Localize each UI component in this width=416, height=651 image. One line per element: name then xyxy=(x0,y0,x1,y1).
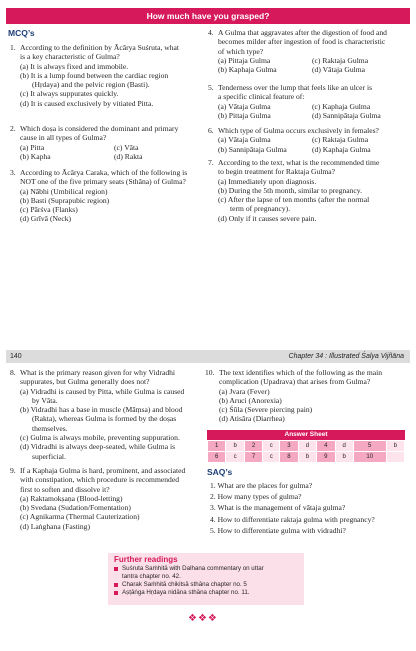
option-d: (d) Sannipātaja Gulma xyxy=(312,110,381,120)
answer-cell: b xyxy=(386,441,404,452)
option-a: (a) Nābhi (Umbilical region) xyxy=(20,186,108,196)
section-banner: How much have you grasped? xyxy=(6,8,410,24)
question-text: first to soften and dissolve it? xyxy=(20,484,110,494)
answer-row xyxy=(208,441,405,452)
option-d: (d) Grīvā (Neck) xyxy=(20,214,72,224)
option-d: (d) Laṅghana (Fasting) xyxy=(20,521,91,531)
question-text: a specific clinical feature of: xyxy=(218,92,305,102)
question-number: 4. xyxy=(208,28,214,37)
question-text: is a key characteristic of Gulma? xyxy=(20,52,120,62)
question-number: 3. xyxy=(10,168,16,177)
answer-number: 9 xyxy=(317,452,335,463)
option-c: (c) Agnikarma (Thermal Cauterization) xyxy=(20,512,140,522)
bullet-icon xyxy=(114,567,118,571)
saq-item: 5. How to differentiate gulma with vidradhi? xyxy=(210,525,346,535)
question-6 xyxy=(208,126,413,154)
question-5 xyxy=(208,83,413,120)
question-8 xyxy=(10,368,206,461)
option-d: (d) It is caused exclusively by vitiated Pitta. xyxy=(20,98,154,108)
reading-item xyxy=(114,589,298,597)
question-4 xyxy=(208,28,413,74)
question-text: A Gulma that aggravates after the digestion of food and xyxy=(218,28,387,37)
option-b: (b) It is a lump found between the cardiac region xyxy=(20,70,169,80)
question-3 xyxy=(10,168,205,224)
option-b: (b) Svedana (Sudation/Fomentation) xyxy=(20,503,131,513)
answer-number: 10 xyxy=(353,452,386,463)
option-c: (c) Śūla (Severe piercing pain) xyxy=(219,405,313,415)
option-d: (d) Vidradhi is always deep-seated, while Gulma is xyxy=(20,442,176,452)
option-b: (b) Kapha xyxy=(20,151,51,161)
mcq-heading: MCQ’s xyxy=(8,28,35,38)
option-c: (c) Pārśva (Flanks) xyxy=(20,205,78,215)
saq-item: 3. What is the management of vātaja gulma? xyxy=(210,503,346,513)
option-b-cont: themselves. xyxy=(32,423,68,433)
question-text: with constipation, which procedure is recommended xyxy=(20,475,180,485)
answer-sheet xyxy=(207,430,405,463)
question-text: becomes milder after ingestion of food is characteristic xyxy=(218,37,386,47)
answer-cell: c xyxy=(226,452,244,463)
reading-item-cont: tantra chapter no. 42. xyxy=(122,573,181,580)
reading-item xyxy=(114,565,298,573)
option-c: (c) Vāta xyxy=(114,142,139,152)
answer-cell xyxy=(386,452,404,463)
option-c: (c) Kaphaja Gulma xyxy=(312,101,371,111)
option-c: (c) Raktaja Gulma xyxy=(312,55,369,65)
answer-number: 8 xyxy=(280,452,298,463)
question-text: suppurates, but Gulma generally does not? xyxy=(20,377,150,387)
option-b-cont: (Hṛdaya) and the pelvic region (Basti). xyxy=(32,80,150,90)
answer-cell: b xyxy=(335,452,353,463)
question-9 xyxy=(10,466,206,531)
answer-cell: c xyxy=(263,441,280,452)
option-a: (a) Raktamokṣaṇa (Blood-letting) xyxy=(20,493,123,503)
question-number: 6. xyxy=(208,126,214,135)
chapter-title: Chapter 34 : Illustrated Śalya Vijñāna xyxy=(288,353,404,360)
option-c: (c) It always suppurates quickly. xyxy=(20,89,119,99)
question-text: If a Kaphaja Gulma is hard, prominent, and associated xyxy=(20,466,186,475)
question-number: 2. xyxy=(10,124,16,133)
further-readings-title: Further readings xyxy=(114,555,178,564)
answer-cell: d xyxy=(335,441,353,452)
question-number: 1. xyxy=(10,43,16,52)
saq-heading: SAQ’s xyxy=(207,467,233,477)
question-text: NOT one of the five primary seats (Sthāna) of Gulma? xyxy=(20,177,186,187)
option-b: (b) Basti (Suprapubic region) xyxy=(20,195,110,205)
option-d: (d) Only if it causes severe pain. xyxy=(218,213,317,223)
question-2 xyxy=(10,124,205,161)
bullet-icon xyxy=(114,583,118,587)
question-number: 9. xyxy=(10,466,16,475)
option-b-cont: (Rakta), whereas Gulma is formed by the doṣas xyxy=(32,414,177,424)
question-number: 10. xyxy=(205,368,215,377)
answer-cell: b xyxy=(226,441,244,452)
answer-cell: d xyxy=(298,441,316,452)
option-c: (c) After the lapse of ten months (after the normal xyxy=(218,195,370,205)
further-readings-box xyxy=(108,553,304,605)
answer-cell: b xyxy=(298,452,316,463)
option-a: (a) Jvara (Fever) xyxy=(219,386,270,396)
answer-number: 5 xyxy=(353,441,386,452)
option-a: (a) Vātaja Gulma xyxy=(218,101,271,111)
option-a-cont: by Vāta. xyxy=(32,395,58,405)
option-b: (b) During the 5th month, similar to pregnancy. xyxy=(218,185,362,195)
saq-item: 1. What are the places for gulma? xyxy=(210,481,313,490)
saq-item: 4. How to differentiate raktaja gulma with pregnancy? xyxy=(210,514,375,524)
question-text: What is the primary reason given for why Vidradhi xyxy=(20,368,176,377)
reading-text: Suśruta Saṁhitā with Dalhana commentary on uttar xyxy=(122,565,264,572)
reading-item xyxy=(114,581,298,589)
page-number: 140 xyxy=(10,353,22,360)
answer-number: 1 xyxy=(208,441,226,452)
question-text: According to Ācārya Caraka, which of the following is xyxy=(20,168,188,177)
question-text: According to the definition by Ācārya Suśruta, what xyxy=(20,43,180,52)
option-a: (a) Pittaja Gulma xyxy=(218,55,271,65)
option-b: (b) Sannipātaja Gulma xyxy=(218,144,287,154)
answer-number: 7 xyxy=(244,452,262,463)
option-b: (b) Kaphaja Gulma xyxy=(218,65,277,75)
question-text: Which type of Gulma occurs exclusively in females? xyxy=(218,126,379,135)
question-text: cause in all types of Gulma? xyxy=(20,133,107,143)
question-number: 8. xyxy=(10,368,16,377)
question-number: 5. xyxy=(208,83,214,92)
option-a: (a) Immediately upon diagnosis. xyxy=(218,176,317,186)
answer-table xyxy=(207,440,405,463)
answer-number: 3 xyxy=(280,441,298,452)
ornament-icon: ❖❖❖ xyxy=(188,613,218,624)
option-b: (b) Pittaja Gulma xyxy=(218,110,271,120)
question-number: 7. xyxy=(208,158,214,167)
question-text: According to the text, what is the recommended time xyxy=(218,158,380,167)
option-d: (d) Rakta xyxy=(114,151,143,161)
question-10 xyxy=(205,368,410,424)
option-d: (d) Atisāra (Diarrhea) xyxy=(219,414,285,424)
reading-text: Charak Saṁhitā chikitsā sthāna chapter no. 5 xyxy=(122,581,247,588)
question-text: Tenderness over the lump that feels like an ulcer is xyxy=(218,83,373,92)
page-header-bar xyxy=(6,350,410,363)
option-b: (b) Vidradhi has a base in muscle (Māṃsa) and blood xyxy=(20,405,183,415)
option-c: (c) Gulma is always mobile, preventing suppuration. xyxy=(20,433,180,443)
saq-item: 2. How many types of gulma? xyxy=(210,492,302,502)
question-text: The text identifies which of the following as the main xyxy=(219,368,383,377)
bullet-icon xyxy=(114,591,118,595)
question-1 xyxy=(10,43,205,108)
question-text: complication (Upadrava) that arises from Gulma? xyxy=(219,377,371,387)
option-a: (a) Vātaja Gulma xyxy=(218,135,271,145)
option-b: (b) Aruci (Anorexia) xyxy=(219,395,282,405)
answer-cell: c xyxy=(263,452,280,463)
answer-number: 4 xyxy=(317,441,335,452)
question-text: Which doṣa is considered the dominant and primary xyxy=(20,124,179,133)
saq-list xyxy=(210,480,410,536)
option-c-cont: term of pregnancy). xyxy=(230,204,291,214)
question-7 xyxy=(208,158,413,223)
option-d: (d) Vātaja Gulma xyxy=(312,65,365,75)
option-a: (a) It is always fixed and immobile. xyxy=(20,61,129,71)
answer-row xyxy=(208,452,405,463)
answer-number: 6 xyxy=(208,452,226,463)
option-a: (a) Pitta xyxy=(20,142,45,152)
option-a: (a) Vidradhi is caused by Pitta, while Gulma is caused xyxy=(20,386,185,396)
answer-sheet-title: Answer Sheet xyxy=(207,430,405,440)
answer-number: 2 xyxy=(244,441,262,452)
option-d-cont: superficial. xyxy=(32,451,66,461)
reading-text: Aṣṭāṅga Hṛdaya nidāna sthāna chapter no. 11. xyxy=(122,589,250,596)
option-d: (d) Kaphaja Gulma xyxy=(312,144,371,154)
question-text: to begin treatment for Raktaja Gulma? xyxy=(218,167,336,177)
question-text: of which type? xyxy=(218,46,264,56)
option-c: (c) Raktaja Gulma xyxy=(312,135,369,145)
